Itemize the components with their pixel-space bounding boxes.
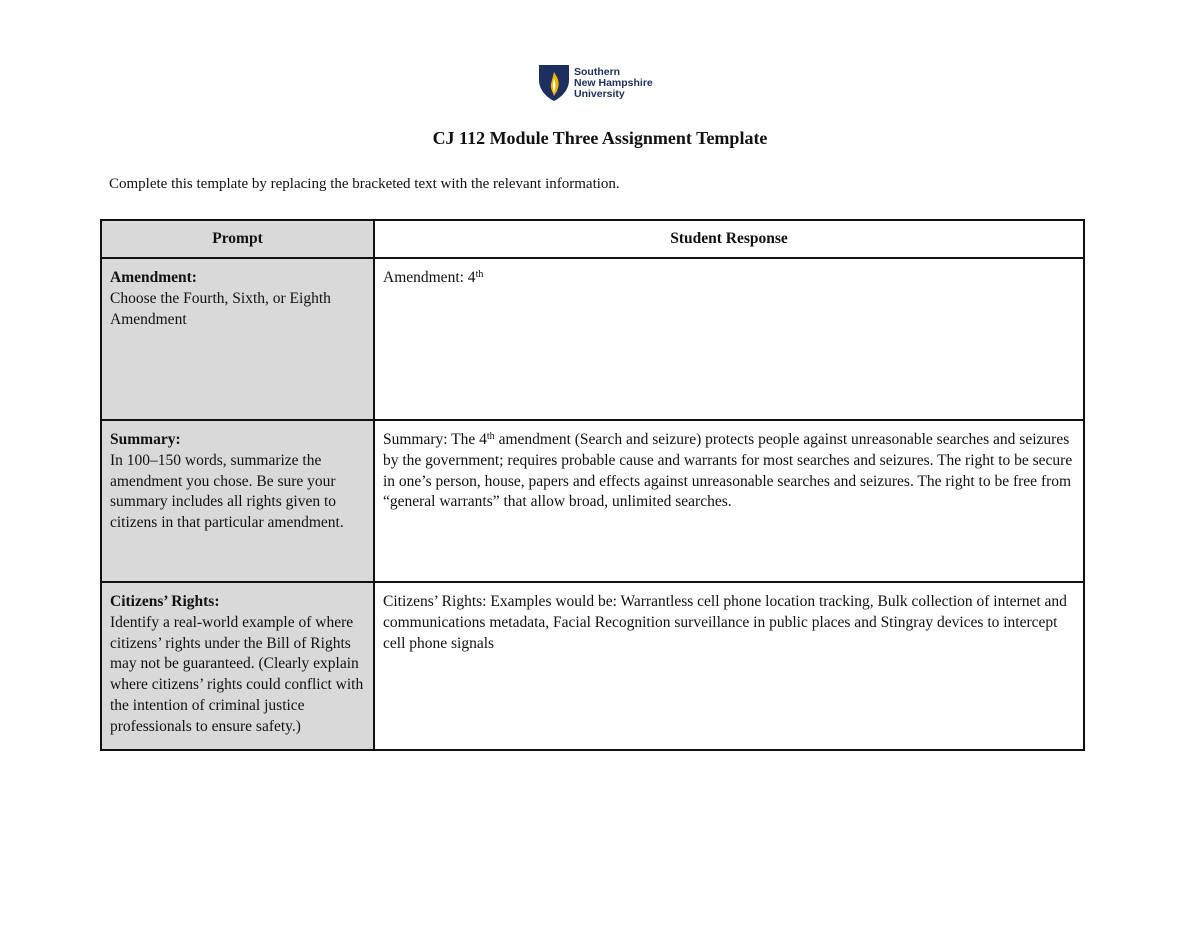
response-cell[interactable]: [374, 420, 1084, 582]
logo-line-2: New Hampshire: [574, 76, 653, 89]
response-column-header: Student Response: [374, 220, 1084, 258]
shield-flame-icon: [538, 64, 570, 102]
prompt-title: Amendment:: [110, 269, 197, 286]
document-title: CJ 112 Module Three Assignment Template: [432, 128, 768, 148]
prompt-cell: [101, 258, 374, 420]
response-text: Citizens’ Rights: Examples would be: Warrantless cell phone location tracking, Bulk collection of internet and communications metadata, Facial Recognition surveillance in public places and Stingray devices to intercept cell phone signals: [383, 593, 1067, 652]
response-superscript: th: [475, 269, 484, 280]
response-cell[interactable]: [374, 258, 1084, 420]
prompt-cell: [101, 420, 374, 582]
prompt-title: Citizens’ Rights:: [110, 593, 220, 610]
assignment-table: [100, 219, 1085, 751]
table-row-amendment: [101, 258, 1084, 420]
logo-line-1: Southern: [574, 65, 621, 78]
table-row-citizens-rights: [101, 582, 1084, 750]
response-cell[interactable]: [374, 582, 1084, 750]
prompt-description: Choose the Fourth, Sixth, or Eighth Amendment: [110, 289, 331, 328]
prompt-column-header: Prompt: [101, 220, 374, 258]
prompt-description: Identify a real-world example of where citizens’ rights under the Bill of Rights may not be guaranteed. (Clearly explain where citizens’ rights could conflict with the intention of criminal justice professionals to ensure safety.): [110, 613, 364, 735]
response-superscript: th: [486, 431, 495, 442]
response-text: Amendment: 4: [383, 269, 476, 286]
table-row-summary: [101, 420, 1084, 582]
prompt-title: Summary:: [110, 431, 181, 448]
table-header-row: [101, 220, 1084, 258]
response-text-continued: amendment (Search and seizure) protects people against unreasonable searches and seizures by the government; requires probable cause and warrants for most searches and seizures. The right to be secure in one’s person, house, papers and effects against unreasonable searches and seizures. The right to be free from “general warrants” that allow broad, unlimited searches.: [383, 431, 1073, 511]
prompt-description: In 100–150 words, summarize the amendment you chose. Be sure your summary includes all rights given to citizens in that particular amendment.: [110, 451, 344, 532]
university-logo: [538, 64, 653, 102]
instructions-text: Complete this template by replacing the bracketed text with the relevant information.: [109, 176, 620, 192]
logo-line-3: University: [574, 87, 625, 100]
logo-wordmark: [574, 67, 653, 100]
response-text: Summary: The 4: [383, 431, 487, 448]
prompt-cell: [101, 582, 374, 750]
